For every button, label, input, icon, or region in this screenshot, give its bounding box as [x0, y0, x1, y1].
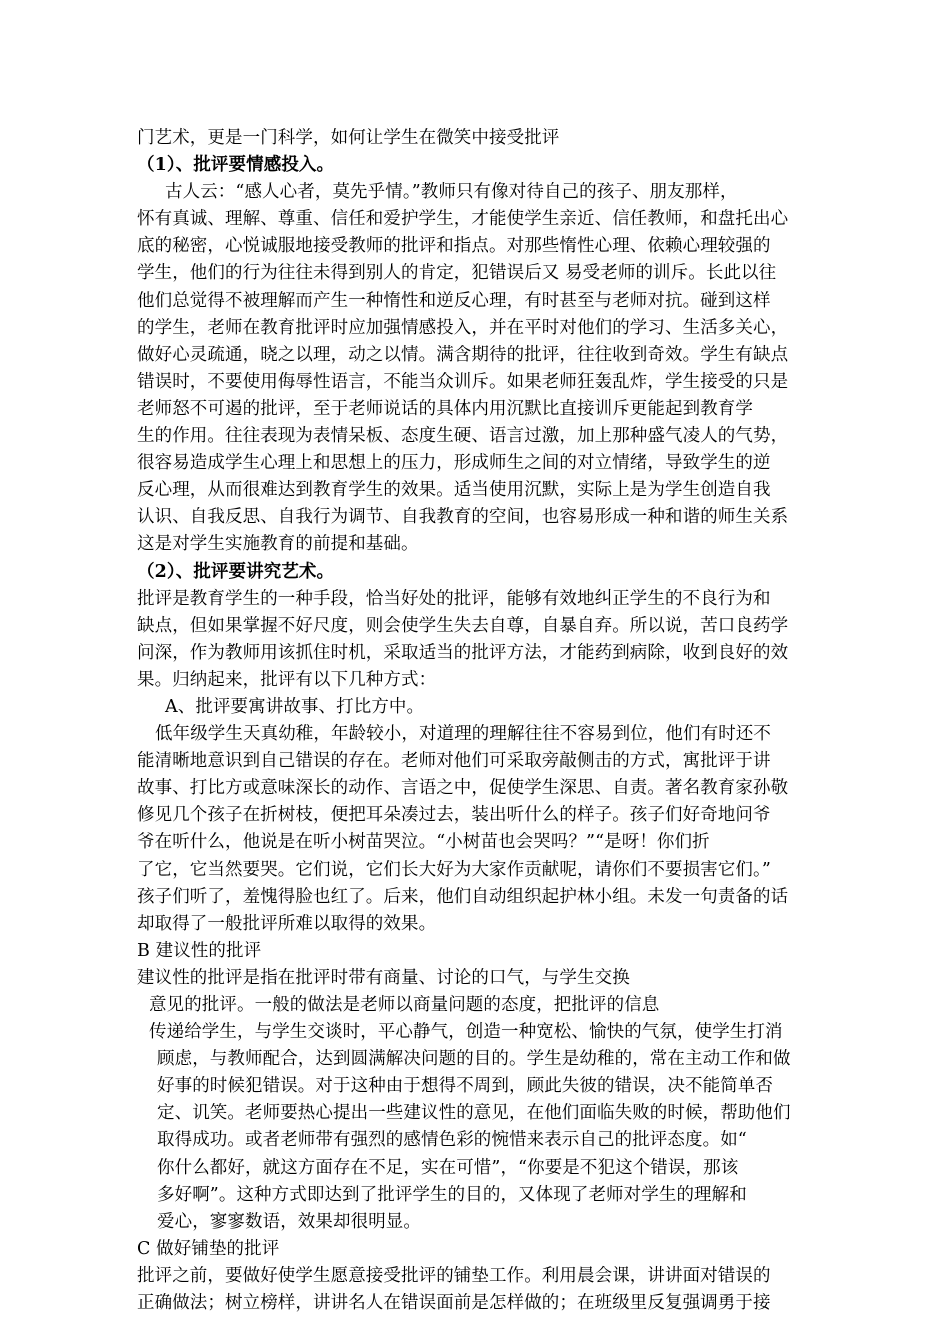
text-line: 问深，作为教师用该抓住时机，采取适当的批评方法，才能药到病除，收到良好的效 [137, 642, 789, 663]
text-line: 古人云：“感人心者，莫先乎情。”教师只有像对待自己的孩子、朋友那样， [165, 182, 738, 203]
section-heading: （1）、批评要情感投入。 [137, 155, 335, 176]
text-line: 爷在听什么，他说是在听小树苗哭泣。“小树苗也会哭吗？”“是呀！你们折 [137, 832, 710, 853]
text-line: 果。归纳起来，批评有以下几种方式： [137, 669, 437, 690]
text-line: 却取得了一般批评所难以取得的效果。 [137, 913, 437, 934]
text-line: 的学生，老师在教育批评时应加强情感投入，并在平时对他们的学习、生活多关心， [137, 317, 789, 338]
text-line: 取得成功。或者老师带有强烈的感情色彩的惋惜来表示自己的批评态度。如“ [157, 1130, 747, 1151]
text-line: 定、讥笑。老师要热心提出一些建议性的意见，在他们面临失败的时候，帮助他们 [157, 1103, 791, 1124]
text-line: 了它，它当然要哭。它们说，它们长大好为大家作贡献呢，请你们不要损害它们。” [137, 859, 771, 880]
text-line: 缺点，但如果掌握不好尺度，则会使学生失去自尊，自暴自弃。所以说，苦口良药学 [137, 615, 789, 636]
text-line: 多好啊”。这种方式即达到了批评学生的目的，又体现了老师对学生的理解和 [157, 1184, 747, 1205]
text-line: 你什么都好，就这方面存在不足，实在可惜”，“你要是不犯这个错误，那该 [157, 1157, 739, 1178]
document-page [137, 125, 817, 1317]
text-line: 建议性的批评是指在批评时带有商量、讨论的口气，与学生交换 [137, 967, 630, 988]
text-line: 顾虑，与教师配合，达到圆满解决问题的目的。学生是幼稚的，常在主动工作和做 [157, 1049, 791, 1070]
text-line: 意见的批评。一般的做法是老师以商量问题的态度，把批评的信息 [149, 995, 660, 1015]
text-line: C 做好铺垫的批评 [137, 1238, 280, 1259]
text-line: 学生，他们的行为往往未得到别人的肯定，犯错误后又 易受老师的训斥。长此以往 [137, 263, 777, 284]
text-line: 低年级学生天真幼稚，年龄较小，对道理的理解往往不容易到位，他们有时还不 [155, 724, 771, 745]
text-line: 做好心灵疏通，晓之以理，动之以情。满含期待的批评，往往收到奇效。学生有缺点 [137, 344, 789, 365]
text-line: 好事的时候犯错误。对于这种由于想得不周到，顾此失彼的错误，决不能简单否 [157, 1076, 773, 1097]
text-line: 怀有真诚、理解、尊重、信任和爱护学生，才能使学生亲近、信任教师，和盘托出心 [137, 209, 789, 230]
text-line: 修见几个孩子在折树枝，便把耳朵凑过去，装出听什么的样子。孩子们好奇地问爷 [137, 805, 771, 826]
text-line: 老师怒不可遏的批评，至于老师说话的具体内用沉默比直接训斥更能起到教育学 [137, 398, 753, 419]
text-line: 门艺术，更是一门科学，如何让学生在微笑中接受批评 [137, 128, 560, 148]
text-line: 他们总觉得不被理解而产生一种惰性和逆反心理，有时甚至与老师对抗。碰到这样 [137, 290, 771, 311]
text-line: 爱心，寥寥数语，效果却很明显。 [157, 1211, 421, 1232]
text-line: 错误时，不要使用侮辱性语言，不能当众训斥。如果老师狂轰乱炸，学生接受的只是 [137, 371, 789, 392]
text-line: 认识、自我反思、自我行为调节、自我教育的空间，也容易形成一种和谐的师生关系 [137, 507, 789, 528]
text-line: 反心理，从而很难达到教育学生的效果。适当使用沉默，实际上是为学生创造自我 [137, 480, 771, 501]
text-line: 批评之前，要做好使学生愿意接受批评的铺垫工作。利用晨会课，讲讲面对错误的 [137, 1265, 771, 1286]
text-line: A、批评要寓讲故事、打比方中。 [165, 696, 425, 717]
text-line: 批评是教育学生的一种手段，恰当好处的批评，能够有效地纠正学生的不良行为和 [137, 588, 771, 609]
text-line: 底的秘密，心悦诚服地接受教师的批评和指点。对那些惰性心理、依赖心理较强的 [137, 236, 771, 257]
text-line: 能清晰地意识到自己错误的存在。老师对他们可采取旁敲侧击的方式，寓批评于讲 [137, 751, 771, 772]
section-heading: （2）、批评要讲究艺术。 [137, 561, 335, 582]
text-line: 正确做法；树立榜样，讲讲名人在错误面前是怎样做的；在班级里反复强调勇于接 [137, 1293, 771, 1314]
text-line: 这是对学生实施教育的前提和基础。 [137, 534, 419, 555]
text-line: 传递给学生，与学生交谈时，平心静气，创造一种宽松、愉快的气氛，使学生打消 [149, 1022, 783, 1043]
text-line: B 建议性的批评 [137, 940, 262, 961]
text-line: 很容易造成学生心理上和思想上的压力，形成师生之间的对立情绪，导致学生的逆 [137, 453, 771, 474]
text-line: 孩子们听了，羞愧得脸也红了。后来，他们自动组织起护林小组。未发一句责备的话 [137, 886, 789, 907]
text-line: 生的作用。往往表现为表情呆板、态度生硬、语言过激，加上那种盛气凌人的气势， [137, 426, 789, 447]
text-line: 故事、打比方或意味深长的动作、言语之中，促使学生深思、自责。著名教育家孙敬 [137, 778, 789, 799]
